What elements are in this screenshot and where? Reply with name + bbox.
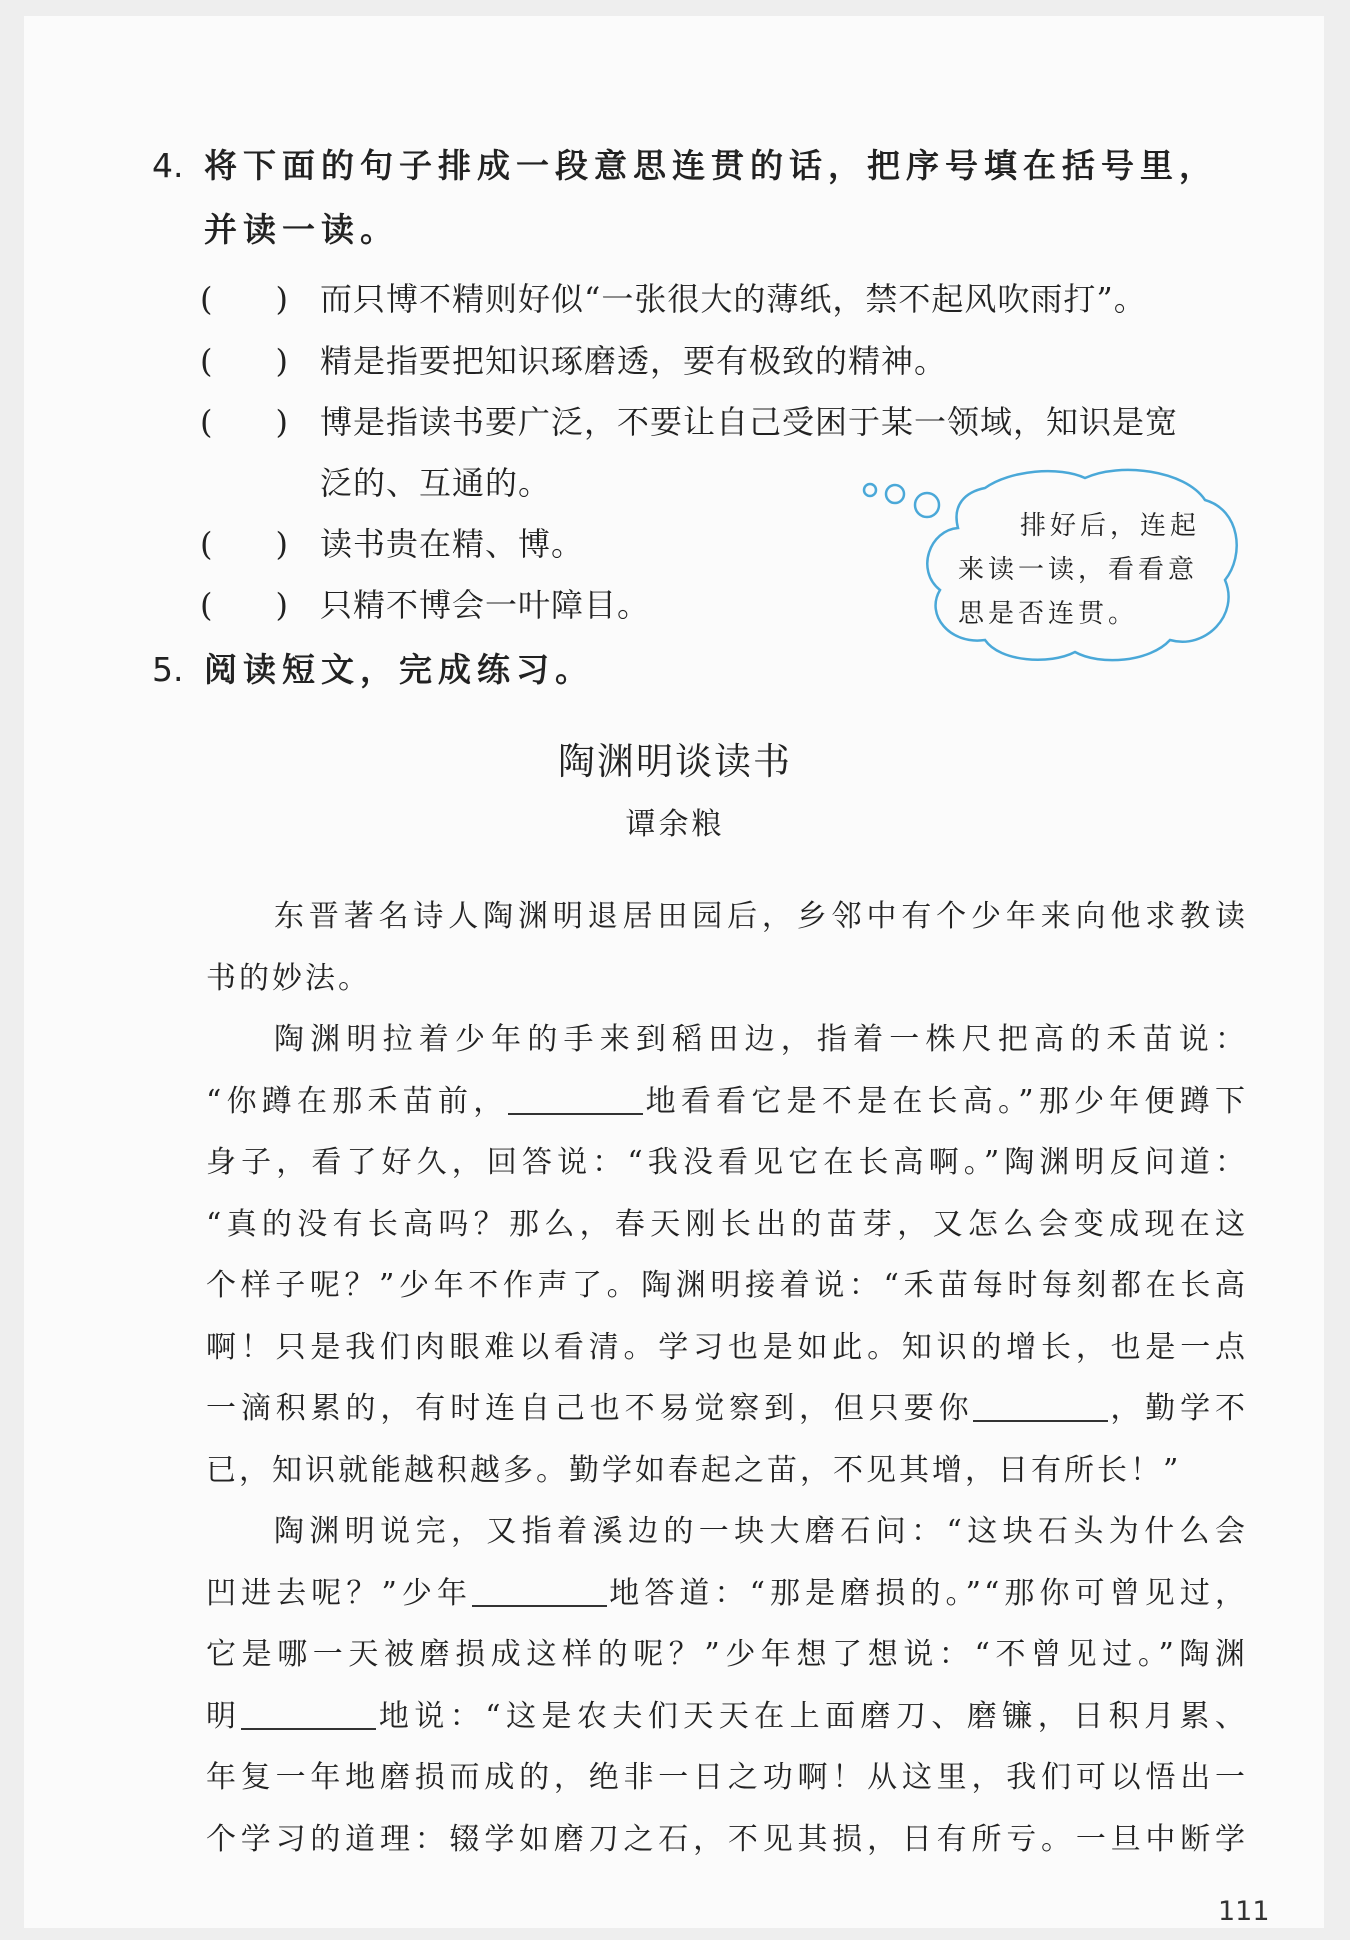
question-4-text-line1: 将下面的句子排成一段意思连贯的话，把序号填在括号里，	[204, 146, 1218, 185]
answer-blank-4[interactable]: ( )	[200, 525, 289, 563]
option-4-text: 读书贵在精、博。	[320, 525, 585, 563]
answer-blank-5[interactable]: ( )	[200, 586, 289, 624]
paragraph-line: 陶渊明拉着少年的手来到稻田边，指着一株尺把高的禾苗说：	[274, 1022, 1248, 1057]
paragraph-line: 年复一年地磨损而成的，绝非一日之功啊！从这里，我们可以悟出一	[206, 1760, 1248, 1795]
fill-blank-3[interactable]	[472, 1577, 607, 1607]
article-paragraph-2	[206, 1009, 1248, 1501]
question-5-text: 阅读短文，完成练习。	[204, 650, 594, 689]
option-3-text-cont: 泛的、互通的。	[320, 464, 552, 502]
fill-blank-1[interactable]	[508, 1085, 643, 1115]
answer-blank-3[interactable]: ( )	[200, 403, 289, 441]
paragraph-line: 书的妙法。	[206, 960, 371, 996]
question-4-number: 4.	[152, 146, 184, 185]
option-3-text: 博是指读书要广泛，不要让自己受困于某一领域，知识是宽	[320, 403, 1179, 441]
bubble-line-2: 来读一读，看看意	[958, 555, 1199, 585]
paragraph-line: 一滴积累的，有时连自己也不易觉察到，但只要你 ，勤学不	[206, 1391, 1249, 1426]
question-5-number: 5.	[152, 650, 184, 689]
fill-blank-4[interactable]	[241, 1700, 376, 1730]
article-title: 陶渊明谈读书	[558, 740, 792, 783]
paragraph-line: 明 地说：“这是农夫们天天在上面磨刀、磨镰，日积月累、	[206, 1698, 1248, 1734]
article-paragraph-1	[206, 886, 1248, 1009]
bubble-line-3: 思是否连贯。	[958, 599, 1139, 629]
paragraph-line: “真的没有长高吗？那么，春天刚长出的苗芽，又怎么会变成现在这	[206, 1206, 1248, 1242]
paragraph-line: “你蹲在那禾苗前， 地看看它是不是在长高。”那少年便蹲下	[206, 1083, 1248, 1119]
paragraph-line: 个学习的道理：辍学如磨刀之石，不见其损，日有所亏。一旦中断学	[206, 1821, 1248, 1857]
paragraph-line: 凹进去呢？”少年 地答道：“那是磨损的。”“那你可曾见过，	[206, 1575, 1248, 1611]
option-1-text: 而只博不精则好似“一张很大的薄纸，禁不起风吹雨打”。	[320, 280, 1147, 318]
page-number: 111	[1218, 1896, 1270, 1927]
option-2-text: 精是指要把知识琢磨透，要有极致的精神。	[320, 342, 948, 380]
paragraph-line: 身子，看了好久，回答说：“我没看见它在长高啊。”陶渊明反问道：	[206, 1145, 1248, 1180]
paragraph-line: 个样子呢？”少年不作声了。陶渊明接着说：“禾苗每时每刻都在长高	[206, 1268, 1248, 1303]
paragraph-line: 啊！只是我们肉眼难以看清。学习也是如此。知识的增长，也是一点	[206, 1329, 1248, 1365]
thought-bubble-text	[958, 504, 1218, 636]
answer-blank-2[interactable]: ( )	[200, 342, 289, 380]
paragraph-line: 它是哪一天被磨损成这样的呢？”少年想了想说：“不曾见过。”陶渊	[206, 1637, 1248, 1672]
fill-blank-2[interactable]	[973, 1392, 1108, 1422]
paragraph-line: 已，知识就能越积越多。勤学如春起之苗，不见其增，日有所长！”	[206, 1452, 1182, 1488]
article-paragraph-3	[206, 1501, 1248, 1870]
answer-blank-1[interactable]: ( )	[200, 280, 289, 318]
article-author: 谭余粮	[625, 807, 725, 842]
option-5-text: 只精不博会一叶障目。	[320, 586, 651, 624]
question-5-heading	[152, 638, 594, 702]
bubble-line-1: 排好后，连起	[1020, 511, 1201, 541]
paragraph-line: 东晋著名诗人陶渊明退居田园后，乡邻中有个少年来向他求教读	[274, 899, 1248, 934]
paragraph-line: 陶渊明说完，又指着溪边的一块大磨石问：“这块石头为什么会	[274, 1514, 1248, 1549]
question-4-text-line2: 并读一读。	[204, 210, 399, 249]
